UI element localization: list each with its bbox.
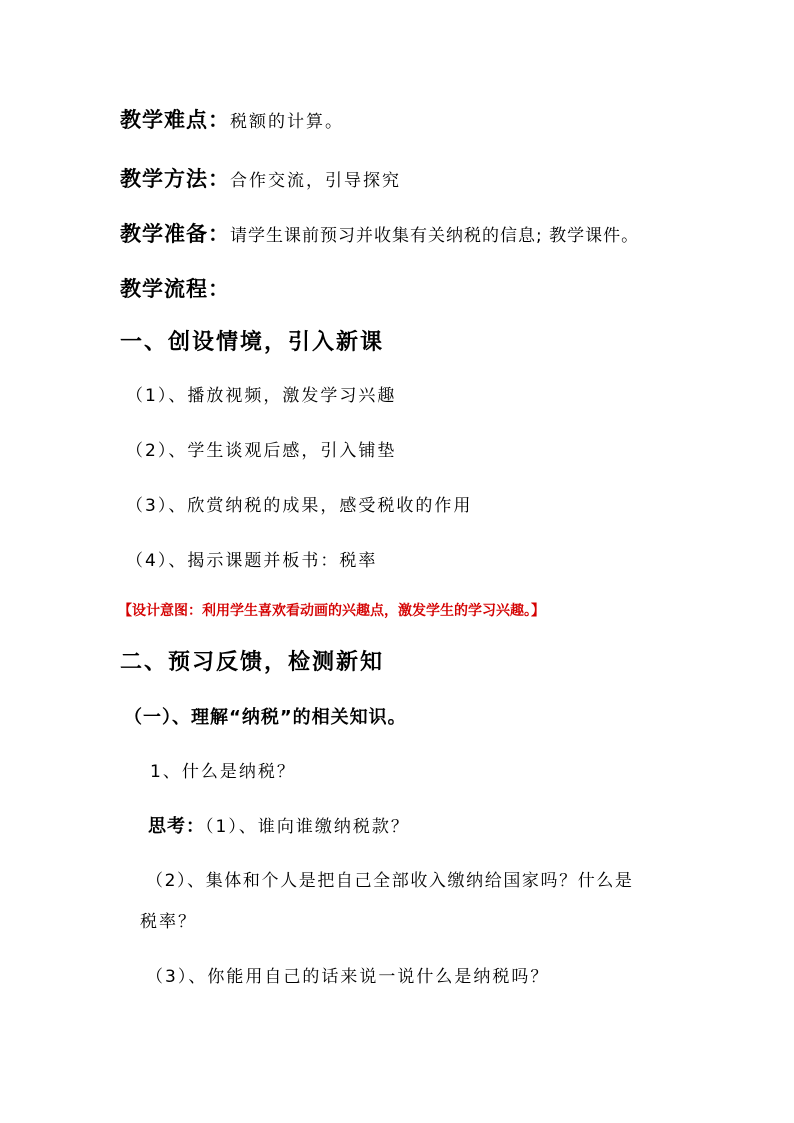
- teaching-preparation-text: 请学生课前预习并收集有关纳税的信息; 教学课件。: [230, 226, 640, 246]
- section-2-subheading: （一）、理解“纳税”的相关知识。: [124, 707, 407, 728]
- section-1-heading: 一、创设情境，引入新课: [120, 330, 385, 355]
- section-1-step-4: （4）、揭示课题并板书：税率: [126, 551, 378, 571]
- design-intent-note: 【设计意图：利用学生喜欢看动画的兴趣点，激发学生的学习兴趣。】: [118, 603, 545, 619]
- section-1-step-2: （2）、学生谈观后感，引入铺垫: [126, 441, 397, 461]
- think-row: [148, 818, 410, 836]
- section-2-heading: 二、预习反馈，检测新知: [120, 650, 385, 675]
- think-question-3: （3）、你能用自己的话来说一说什么是纳税吗？: [146, 967, 550, 987]
- teaching-process-label: 教学流程：: [120, 277, 230, 301]
- think-label: 思考：: [148, 816, 205, 837]
- teaching-preparation-row: [120, 224, 639, 245]
- teaching-difficulty-label: 教学难点：: [120, 108, 230, 132]
- teaching-process-row: [120, 279, 230, 300]
- think-question-1: （1）、谁向谁缴纳税款？: [205, 817, 410, 837]
- teaching-preparation-label: 教学准备：: [120, 222, 230, 246]
- think-question-2-line-2: 税率？: [140, 912, 197, 932]
- teaching-method-text: 合作交流，引导探究: [230, 171, 401, 191]
- question-1: 1、什么是纳税？: [150, 762, 296, 782]
- teaching-method-label: 教学方法：: [120, 167, 230, 191]
- think-question-2-line-1: （2）、集体和个人是把自己全部收入缴纳给国家吗？什么是: [146, 871, 634, 891]
- section-1-step-3: （3）、欣赏纳税的成果，感受税收的作用: [126, 496, 473, 516]
- teaching-difficulty-text: 税额的计算。: [230, 112, 344, 132]
- teaching-method-row: [120, 169, 401, 190]
- section-1-step-1: （1）、播放视频，激发学习兴趣: [126, 386, 397, 406]
- teaching-difficulty-row: [120, 110, 344, 131]
